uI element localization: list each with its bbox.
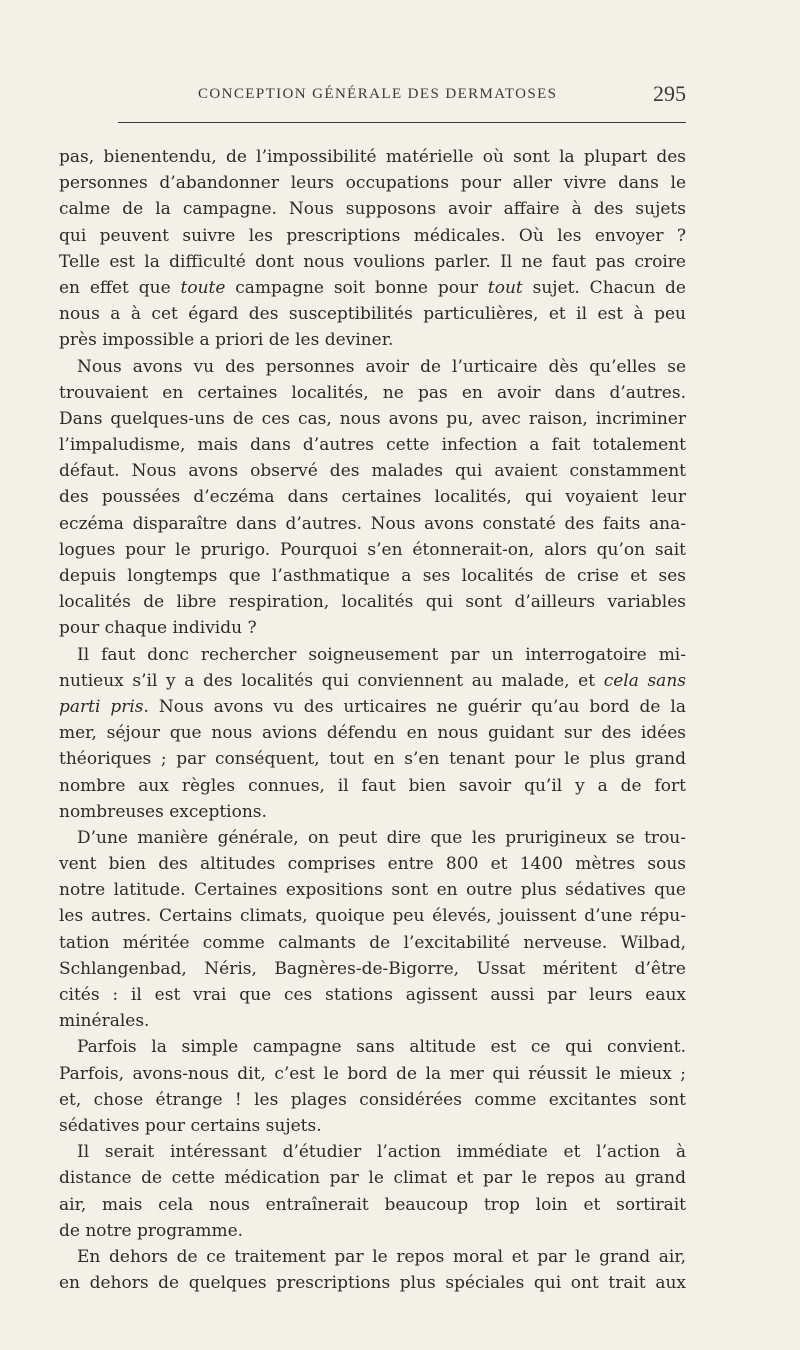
text-line: air, mais cela nous entraînerait beaucoup trop loin et sortirait bbox=[59, 1194, 686, 1215]
text-line: de notre programme. bbox=[59, 1220, 244, 1241]
text-line: parti pris. Nous avons vu des urticaires ne guérir qu’au bord de la bbox=[59, 696, 686, 717]
text-line: Dans quelques-uns de ces cas, nous avons pu, avec raison, incriminer bbox=[59, 408, 686, 429]
text-line: Il serait intéressant d’étudier l’action immédiate et l’action à bbox=[77, 1142, 686, 1163]
text-line: En dehors de ce traitement par le repos moral et par le grand air, bbox=[77, 1246, 686, 1267]
text-line: l’impaludisme, mais dans d’autres cette infection a fait totalement bbox=[59, 435, 686, 456]
text-line: localités de libre respiration, localités qui sont d’ailleurs variables bbox=[59, 592, 686, 613]
text-line: nous a à cet égard des susceptibilités particulières, et il est à peu bbox=[59, 304, 686, 325]
text-line: trouvaient en certaines localités, ne pas en avoir dans d’autres. bbox=[59, 382, 686, 403]
text-line: près impossible a priori de les deviner. bbox=[59, 330, 394, 351]
text-line: tation méritée comme calmants de l’excitabilité nerveuse. Wilbad, bbox=[59, 932, 686, 953]
page-number: 295 bbox=[653, 81, 686, 106]
italic-text: parti pris bbox=[59, 696, 144, 717]
text-line: distance de cette médication par le climat et par le repos au grand bbox=[59, 1168, 686, 1189]
text-line: minérales. bbox=[59, 1011, 150, 1032]
text-line: Parfois, avons-nous dit, c’est le bord de la mer qui réussit le mieux ; bbox=[59, 1063, 686, 1084]
text-line: Schlangenbad, Néris, Bagnères-de-Bigorre, Ussat méritent d’être bbox=[59, 958, 686, 979]
text-line: notre latitude. Certaines expositions sont en outre plus sédatives que bbox=[59, 880, 686, 901]
text-line: nutieux s’il y a des localités qui conviennent au malade, et cela sans bbox=[59, 670, 686, 691]
text-line: Nous avons vu des personnes avoir de l’urticaire dès qu’elles se bbox=[77, 356, 686, 377]
running-head bbox=[118, 81, 686, 112]
header-rule bbox=[118, 122, 686, 123]
italic-text: cela sans bbox=[603, 670, 686, 691]
text-line: D’une manière générale, on peut dire que les prurigineux se trou- bbox=[77, 827, 686, 848]
text-line: eczéma disparaître dans d’autres. Nous avons constaté des faits ana- bbox=[59, 513, 686, 534]
text-line: en effet que toute campagne soit bonne pour tout sujet. Chacun de bbox=[59, 277, 686, 298]
text-line: en dehors de quelques prescriptions plus spéciales qui ont trait aux bbox=[59, 1273, 686, 1294]
italic-text: tout bbox=[487, 277, 523, 298]
text-line: logues pour le prurigo. Pourquoi s’en étonnerait-on, alors qu’on sait bbox=[59, 539, 686, 560]
text-line: mer, séjour que nous avions défendu en nous guidant sur des idées bbox=[59, 723, 686, 744]
text-line: sédatives pour certains sujets. bbox=[59, 1115, 322, 1136]
text-line: défaut. Nous avons observé des malades qui avaient constamment bbox=[59, 461, 686, 482]
text-line: depuis longtemps que l’asthmatique a ses localités de crise et ses bbox=[59, 566, 686, 586]
text-line: Il faut donc rechercher soigneusement par un interrogatoire mi- bbox=[77, 644, 686, 665]
text-line: calme de la campagne. Nous supposons avoir affaire à des sujets bbox=[59, 199, 686, 220]
italic-text: toute bbox=[180, 277, 226, 298]
text-line: les autres. Certains climats, quoique peu élevés, jouissent d’une répu- bbox=[59, 906, 686, 927]
text-line: Parfois la simple campagne sans altitude est ce qui convient. bbox=[77, 1037, 686, 1058]
text-line: personnes d’abandonner leurs occupations pour aller vivre dans le bbox=[59, 173, 686, 194]
text-line: et, chose étrange ! les plages considérées comme excitantes sont bbox=[59, 1089, 686, 1110]
text-line: pour chaque individu ? bbox=[59, 618, 257, 639]
text-line: théoriques ; par conséquent, tout en s’en tenant pour le plus grand bbox=[59, 749, 686, 770]
text-line: vent bien des altitudes comprises entre 800 et 1400 mètres sous bbox=[59, 854, 686, 875]
text-line: qui peuvent suivre les prescriptions médicales. Où les envoyer ? bbox=[59, 225, 686, 246]
text-line: pas, bienentendu, de l’impossibilité matérielle où sont la plupart des bbox=[59, 147, 686, 167]
text-line: nombre aux règles connues, il faut bien savoir qu’il y a de fort bbox=[59, 775, 686, 796]
text-line: nombreuses exceptions. bbox=[59, 801, 267, 822]
text-line: des poussées d’eczéma dans certaines localités, qui voyaient leur bbox=[59, 487, 686, 508]
body-text bbox=[59, 144, 686, 1296]
text-line: Telle est la difficulté dont nous voulions parler. Il ne faut pas croire bbox=[59, 251, 686, 272]
text-line: cités : il est vrai que ces stations agissent aussi par leurs eaux bbox=[59, 985, 686, 1005]
running-head-title: CONCEPTION GÉNÉRALE DES DERMATOSES bbox=[198, 86, 558, 102]
